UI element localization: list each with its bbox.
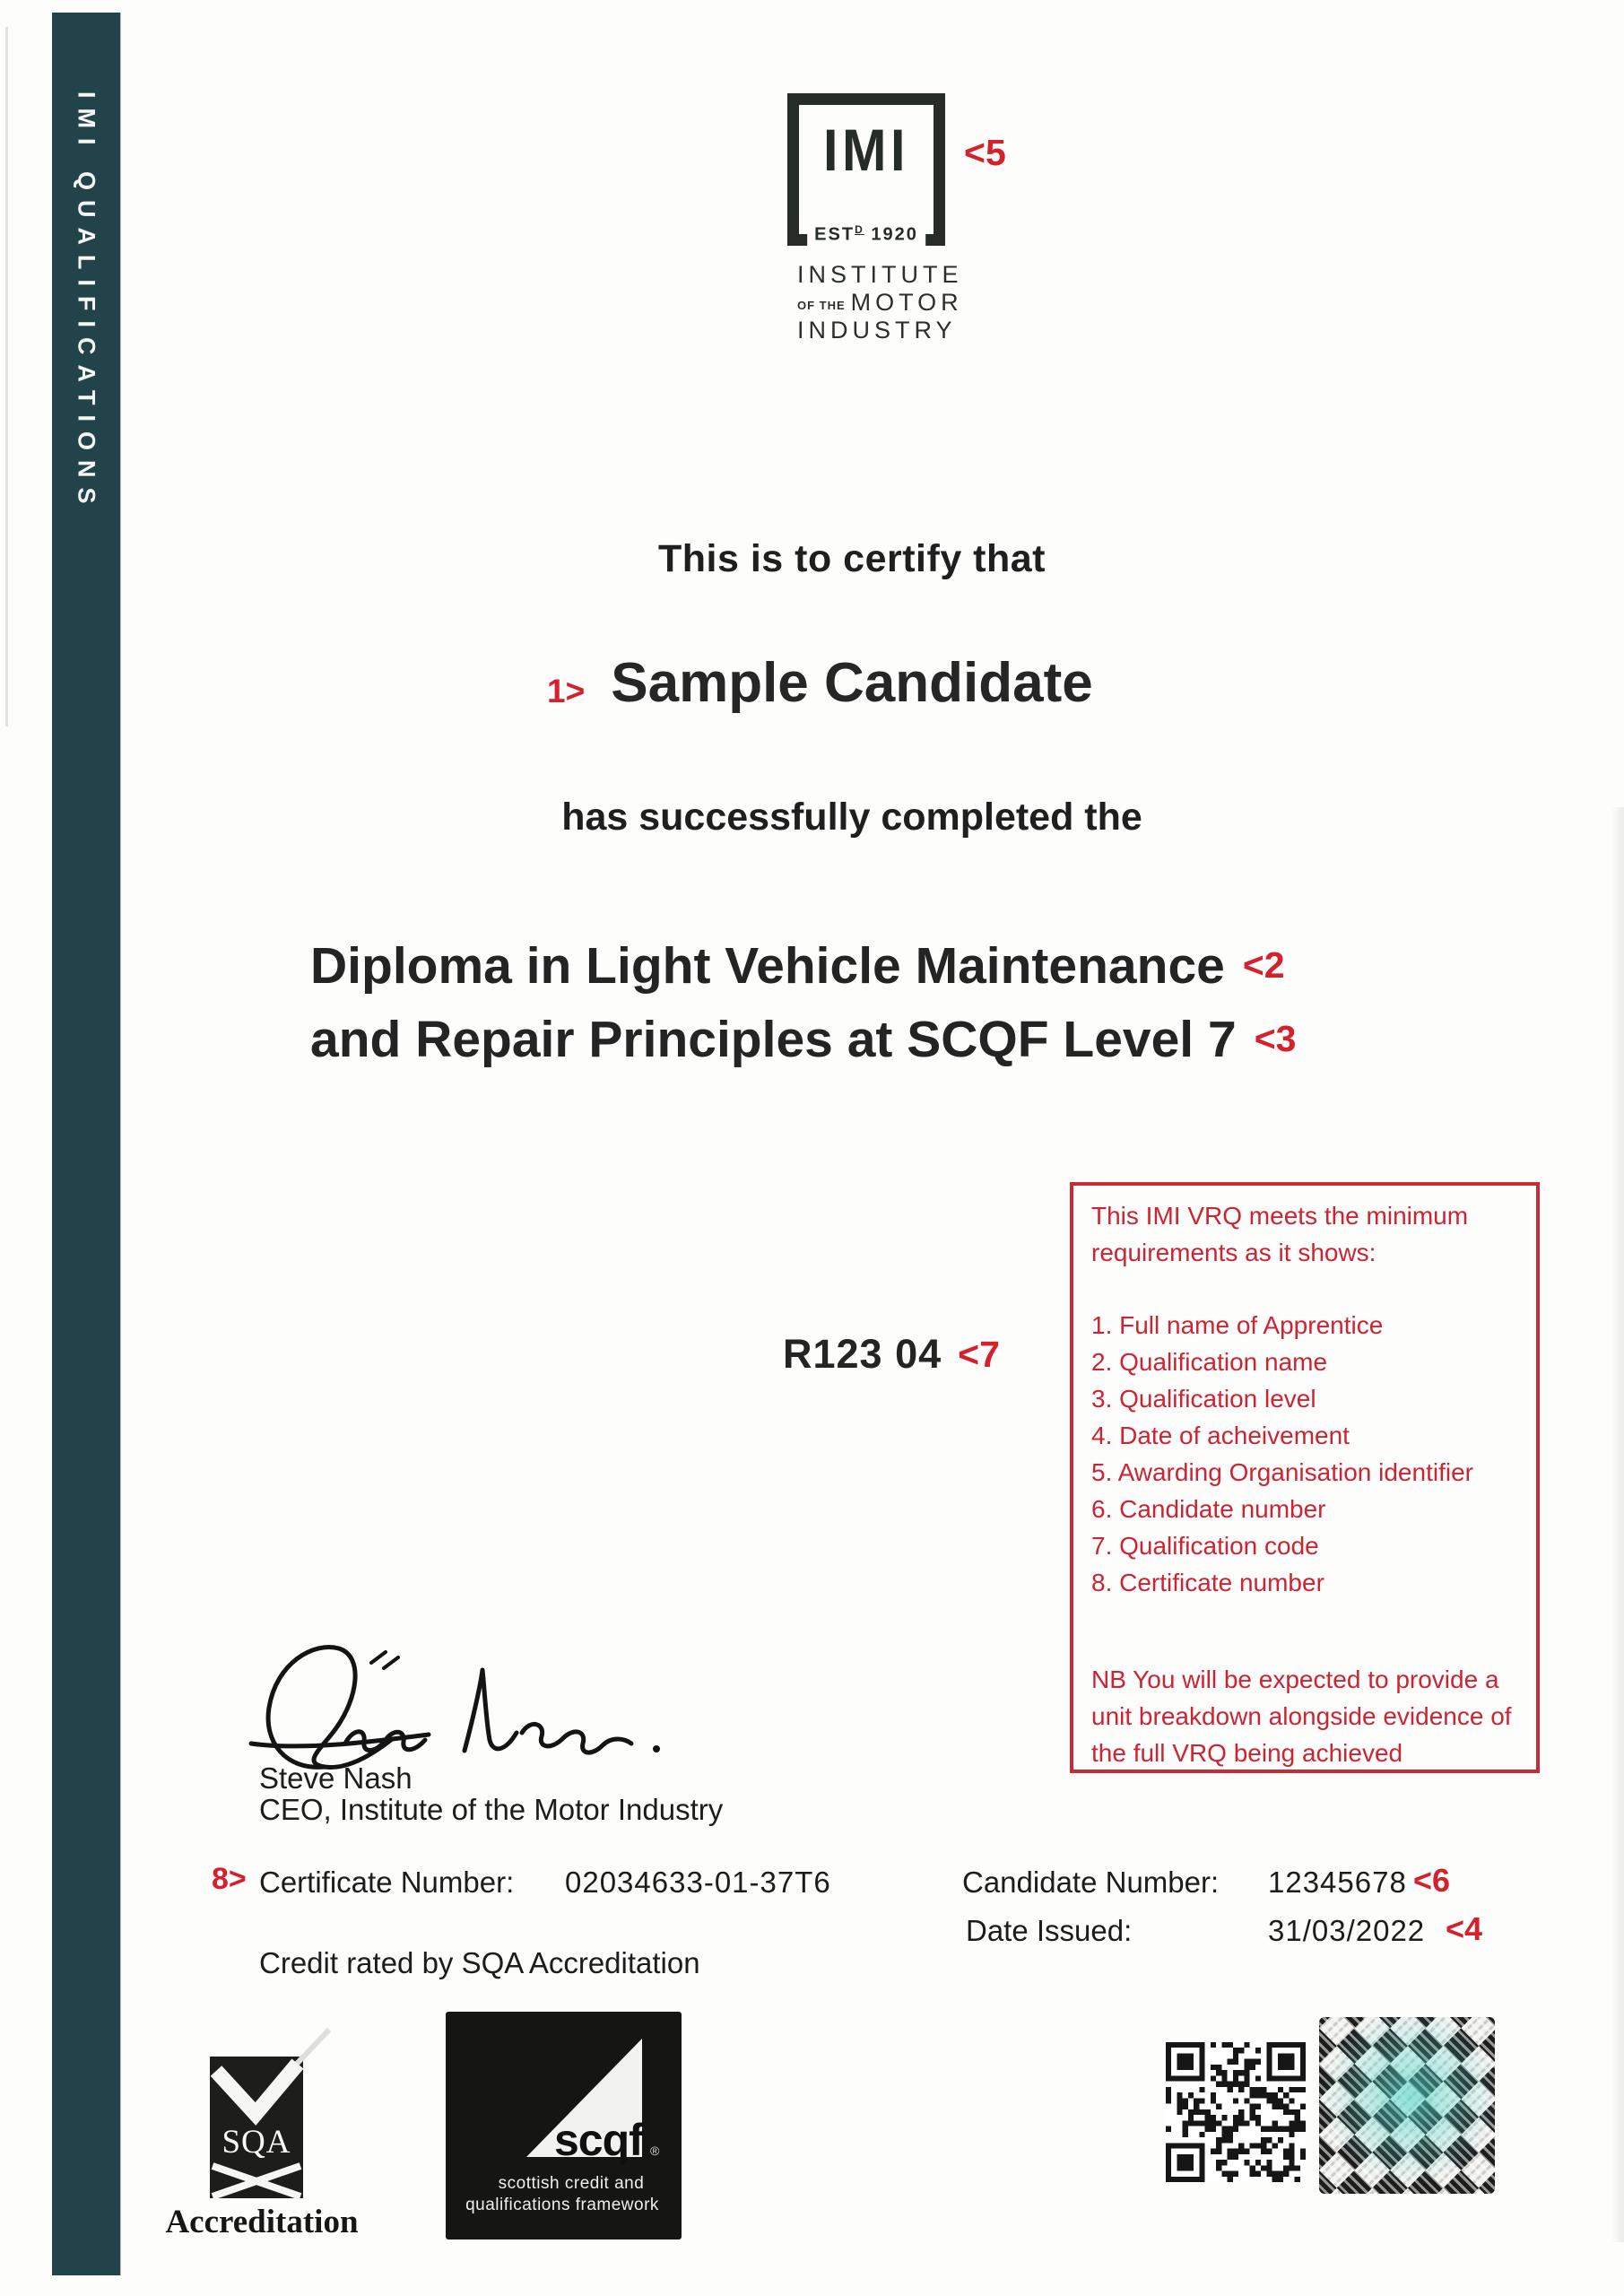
sqa-logo (209, 2051, 304, 2202)
qualification-title-line1 (310, 929, 1296, 1003)
imi-org-line2 (797, 289, 963, 317)
vrq-box-items (1091, 1307, 1536, 1601)
vrq-item: 2. Qualification name (1091, 1348, 1328, 1376)
annotation-3: <3 (1254, 1018, 1297, 1059)
sqa-accreditation-label: Accreditation (165, 2204, 359, 2240)
vrq-requirements-box (1070, 1182, 1540, 1773)
imi-logo-acronym: IMI (823, 117, 909, 183)
imi-org-line1: INSTITUTE (797, 261, 963, 288)
hologram-teal-glow (1319, 2017, 1495, 2194)
candidate-number-value: 12345678 (1268, 1866, 1407, 1899)
annotation-7: <7 (958, 1333, 1000, 1375)
imi-org-motor: MOTOR (850, 289, 963, 316)
date-issued-label: Date Issued: (966, 1914, 1133, 1947)
credit-rated-text: Credit rated by SQA Accreditation (259, 1946, 700, 1979)
vrq-item: 4. Date of acheivement (1091, 1422, 1350, 1449)
hologram-sticker (1319, 2017, 1495, 2194)
certify-intro-text: This is to certify that (657, 537, 1046, 580)
qr-code-graphic (1166, 2042, 1306, 2182)
imi-logo-established (807, 218, 925, 247)
page-edge-shadow (1611, 807, 1624, 2242)
vrq-box-intro: This IMI VRQ meets the minimum requirements as it shows: (1091, 1202, 1469, 1266)
est-prefix: EST (814, 225, 855, 245)
scqf-caption-line2: qualifications framework (465, 2196, 659, 2214)
qualification-code-row (783, 1331, 1000, 1378)
signer-role: CEO, Institute of the Motor Industry (259, 1793, 724, 1826)
qualification-line1-text: Diploma in Light Vehicle Maintenance (310, 937, 1225, 995)
imi-org-line3: INDUSTRY (797, 317, 957, 344)
scan-edge-artifact (5, 27, 8, 726)
candidate-name: Sample Candidate (611, 652, 1093, 714)
candidate-number-label: Candidate Number: (962, 1866, 1220, 1899)
scqf-logo (446, 2012, 682, 2239)
sqa-logo-text: SQA (221, 2124, 291, 2161)
est-year: 1920 (871, 225, 918, 245)
vrq-item: 7. Qualification code (1091, 1532, 1319, 1560)
vrq-item: 8. Certificate number (1091, 1569, 1324, 1596)
vrq-item: 1. Full name of Apprentice (1091, 1311, 1384, 1339)
vrq-item: 5. Awarding Organisation identifier (1091, 1458, 1473, 1486)
scqf-registered-mark: ® (650, 2144, 660, 2158)
annotation-1: 1> (547, 673, 586, 709)
sidebar-vertical-label: IMI QUALIFICATIONS (73, 91, 100, 514)
imi-logo-wordmark (797, 261, 963, 344)
annotation-2: <2 (1242, 944, 1285, 986)
signer-name: Steve Nash (259, 1761, 413, 1795)
completed-text: has successfully completed the (561, 796, 1142, 839)
imi-logo (787, 93, 945, 246)
qualification-code: R123 04 (783, 1331, 942, 1377)
qualification-title (310, 929, 1296, 1076)
vrq-box-note: NB You will be expected to provide a unit breakdown alongside evidence of the full VRQ being achieved (1091, 1665, 1512, 1767)
imi-org-of-the: OF THE (797, 299, 846, 312)
annotation-8: 8> (212, 1862, 247, 1896)
qualification-line2-text: and Repair Principles at SCQF Level 7 (310, 1011, 1237, 1068)
qr-code (1166, 2042, 1306, 2182)
certificate-number-label: Certificate Number: (259, 1866, 515, 1899)
scqf-logo-graphic (446, 2012, 682, 2239)
est-sup: D (855, 223, 864, 237)
qualification-title-line2 (310, 1003, 1296, 1076)
annotation-4: <4 (1446, 1910, 1483, 1947)
vrq-item: 6. Candidate number (1091, 1495, 1326, 1523)
sidebar-band (52, 13, 120, 2275)
annotation-5: <5 (964, 132, 1006, 173)
annotation-6: <6 (1413, 1862, 1451, 1899)
scqf-logo-text: scqf (554, 2115, 643, 2165)
vrq-item: 3. Qualification level (1091, 1385, 1316, 1413)
certificate-number-value: 02034633-01-37T6 (565, 1866, 831, 1899)
scqf-caption-line1: scottish credit and (498, 2174, 645, 2193)
date-issued-value: 31/03/2022 (1268, 1914, 1426, 1947)
